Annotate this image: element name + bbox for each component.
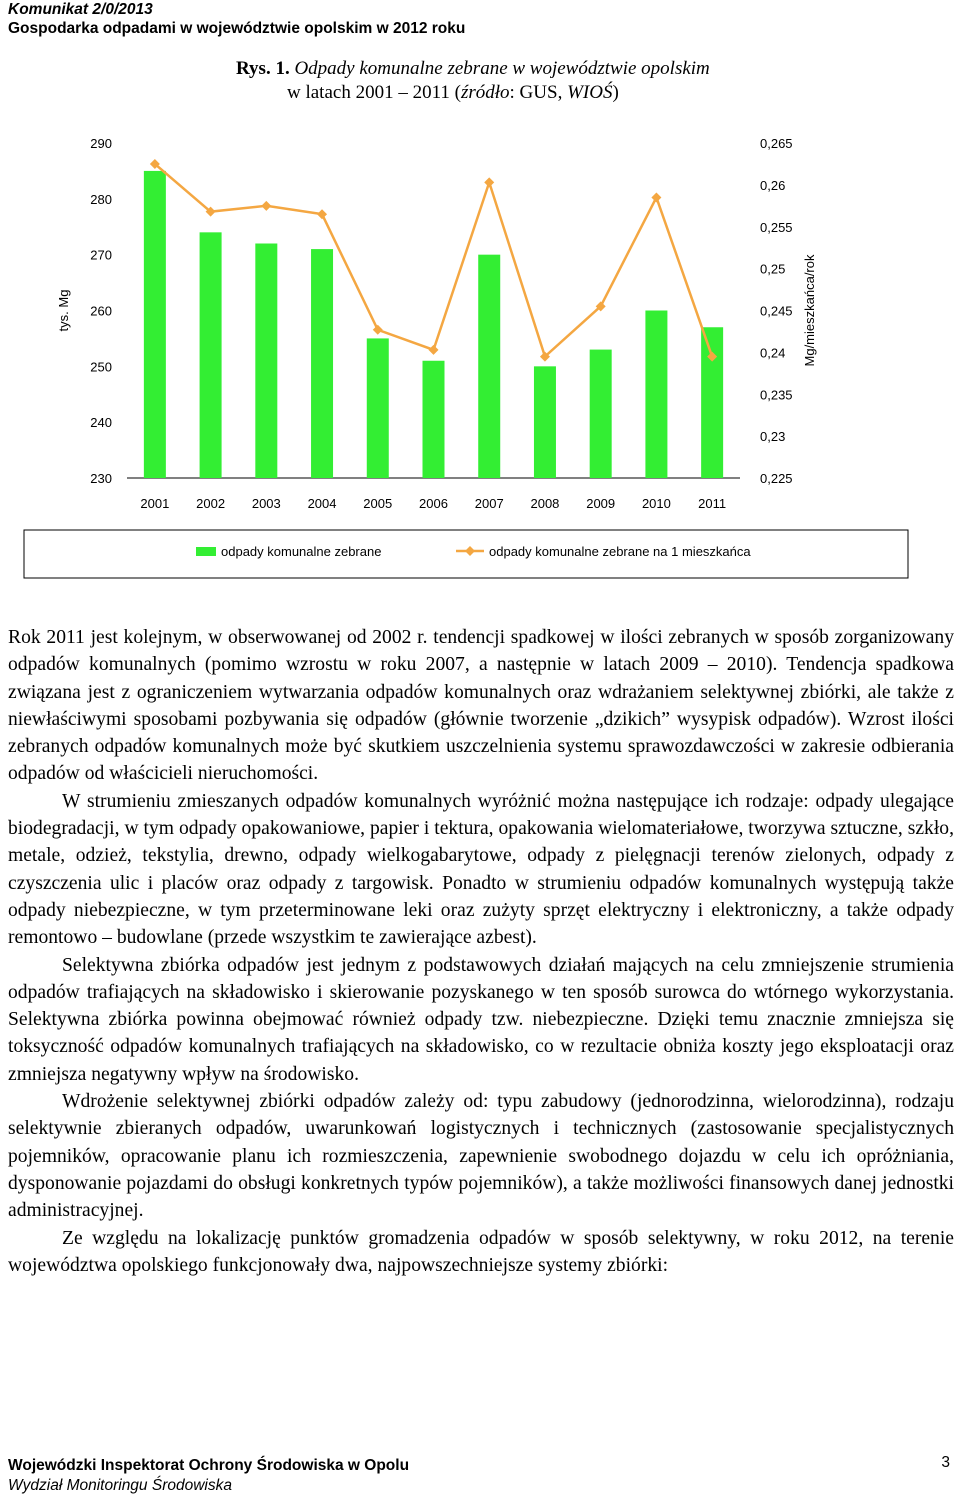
x-tick-label: 2011 — [698, 496, 727, 511]
body-text — [8, 624, 954, 1279]
y2-tick-label: 0,245 — [760, 303, 793, 319]
y-tick-label: 230 — [90, 471, 112, 486]
y2-tick-label: 0,235 — [760, 387, 793, 403]
figure-title-close: ) — [612, 82, 619, 103]
y2-tick-label: 0,265 — [760, 136, 793, 151]
bar — [478, 255, 500, 478]
y-tick-label: 250 — [90, 359, 112, 375]
y2-tick-label: 0,24 — [760, 345, 786, 361]
header-report-number: Komunikat 2/0/2013 — [8, 1, 153, 18]
y-tick-label: 240 — [90, 415, 112, 431]
line-point — [651, 192, 661, 202]
series-line — [155, 164, 712, 357]
y2-axis-title: Mg/mieszkańca/rok — [802, 254, 817, 367]
figure-source-gus: : GUS, — [509, 82, 568, 103]
line-point — [373, 325, 383, 335]
y2-tick-label: 0,25 — [760, 261, 786, 277]
bar — [534, 366, 556, 478]
line-series — [150, 159, 717, 362]
y2-tick-label: 0,255 — [760, 219, 793, 235]
legend — [196, 544, 751, 559]
waste-chart — [0, 120, 960, 582]
paragraph: Wdrożenie selektywnej zbiórki odpadów zależy od: typu zabudowy (jednorodzinna, wielorodzinna), rodzaju selektywnie zbieranych odpadów, uwarunkowań logistycznych i technicznych (zastosowanie specjalistycznych pojemników, opracowanie planu ich rozmieszczenia, zapewnienie swobodnego dojazdu w celu ich opróżniania, dysponowanie pojazdami do obsługi konkretnych typów pojemników), a także możliwości finansowych danej jednostki administracyjnej. — [8, 1091, 954, 1222]
x-tick-label: 2002 — [196, 496, 226, 511]
paragraph: Selektywna zbiórka odpadów jest jednym z podstawowych działań mających na celu zmniejszenie strumienia odpadów trafiających na składowisko i skierowanie pozyskanego w ten sposób surowca do wtórnego wykorzystania. Selektywna zbiórka powinna obejmować również odpady tzw. niebezpieczne. Dzięki temu znacznie zmniejsza się toksyczność odpadów komunalnych trafiających na składowisko, co w rezultacie obniża koszty jego eksploatacji oraz zmniejsza negatywny wpływ na środowisko. — [8, 954, 954, 1085]
page-footer — [8, 1456, 409, 1496]
bar — [144, 171, 166, 478]
page-number: 3 — [941, 1454, 950, 1471]
y-tick-label: 270 — [90, 247, 112, 263]
paragraph: Rok 2011 jest kolejnym, w obserwowanej od 2002 r. tendencji spadkowej w ilości zebranych w sposób zorganizowany odpadów komunalnych (pomimo wzrostu w roku 2007, a następnie w latach 2009 – 2010). Tendencja spadkowa związana jest z ograniczeniem wytwarzania odpadów komunalnych oraz wdrażaniem selektywnej zbiórki, ale także z niewłaściwymi sposobami pozbywania się odpadów (głównie tworzenie „dzikich” wysypisk odpadów). Wzrost ilości zebranych odpadów komunalnych może być skutkiem uszczelnienia systemu sprawozdawczości w zakresie odbierania odpadów od właścicieli nieruchomości. — [8, 627, 954, 785]
y2-tick-label: 0,225 — [760, 471, 793, 486]
y-tick-label: 260 — [90, 303, 112, 319]
bar — [645, 311, 667, 479]
paragraph: W strumieniu zmieszanych odpadów komunalnych wyróżnić można następujące ich rodzaje: odpady ulegające biodegradacji, w tym odpady opakowaniowe, papier i tektura, opakowania wielomateriałowe, tworzywa sztuczne, szkło, metale, odzież, tekstylia, drewno, odpady wielkogabarytowe, odpady z pielęgnacji terenów zielonych, odpady z czyszczenia ulic i placów oraz odpady z targowisk. Ponadto w strumieniu odpadów komunalnych występują także odpady niebezpieczne, w tym przeterminowane leki oraz zużyty sprzęt elektryczny i elektroniczny, a także odpady remontowo – budowlane (przede wszystkim te zawierające azbest). — [8, 790, 954, 949]
x-tick-label: 2007 — [474, 496, 504, 511]
bar — [367, 338, 389, 478]
bar — [423, 361, 445, 478]
page-header — [8, 0, 465, 38]
x-tick-label: 2005 — [363, 496, 393, 511]
figure-title-years: w latach 2001 – 2011 ( — [287, 82, 461, 103]
x-tick-label: 2006 — [419, 496, 448, 511]
figure-source-wios: WIOŚ — [567, 82, 613, 103]
footer-department: Wydział Monitoringu Środowiska — [8, 1477, 232, 1494]
bar-series — [144, 171, 723, 478]
x-tick-label: 2008 — [530, 496, 560, 511]
y-tick-label: 280 — [90, 191, 112, 207]
legend-bar-label: odpady komunalne zebrane — [221, 544, 382, 559]
x-tick-label: 2003 — [251, 496, 281, 511]
line-point — [317, 209, 327, 219]
figure-source-label: źródło — [460, 82, 510, 103]
line-point — [429, 345, 439, 355]
legend-line-marker — [465, 546, 475, 556]
footer-institution: Wojewódzki Inspektorat Ochrony Środowiska w Opolu — [8, 1457, 410, 1474]
y2-tick-label: 0,26 — [760, 177, 786, 193]
y-axis-title: tys. Mg — [56, 289, 71, 332]
x-tick-label: 2009 — [586, 496, 616, 511]
bar — [255, 244, 277, 479]
bar — [590, 350, 612, 478]
bar — [200, 232, 222, 478]
legend-box — [24, 530, 908, 578]
bar — [311, 249, 333, 478]
x-tick-label: 2001 — [140, 496, 170, 511]
figure-title-line1: Odpady komunalne zebrane w województwie opolskim — [294, 58, 710, 79]
header-report-title: Gospodarka odpadami w województwie opolskim w 2012 roku — [8, 20, 466, 37]
y2-tick-label: 0,23 — [760, 429, 786, 445]
figure-number: Rys. 1. — [236, 58, 290, 79]
figure-caption — [236, 57, 710, 105]
legend-bar-swatch — [196, 547, 216, 556]
line-point — [261, 201, 271, 211]
x-tick-label: 2004 — [307, 496, 337, 511]
legend-line-label: odpady komunalne zebrane na 1 mieszkańca — [489, 544, 751, 559]
paragraph: Ze względu na lokalizację punktów gromadzenia odpadów w sposób selektywny, w roku 2012, na terenie województwa opolskiego funkcjonowały dwa, najpowszechniejsze systemy zbiórki: — [8, 1227, 954, 1276]
bar — [701, 327, 723, 478]
line-point — [484, 177, 494, 187]
x-tick-label: 2010 — [641, 496, 671, 511]
y-tick-label: 290 — [90, 136, 112, 151]
